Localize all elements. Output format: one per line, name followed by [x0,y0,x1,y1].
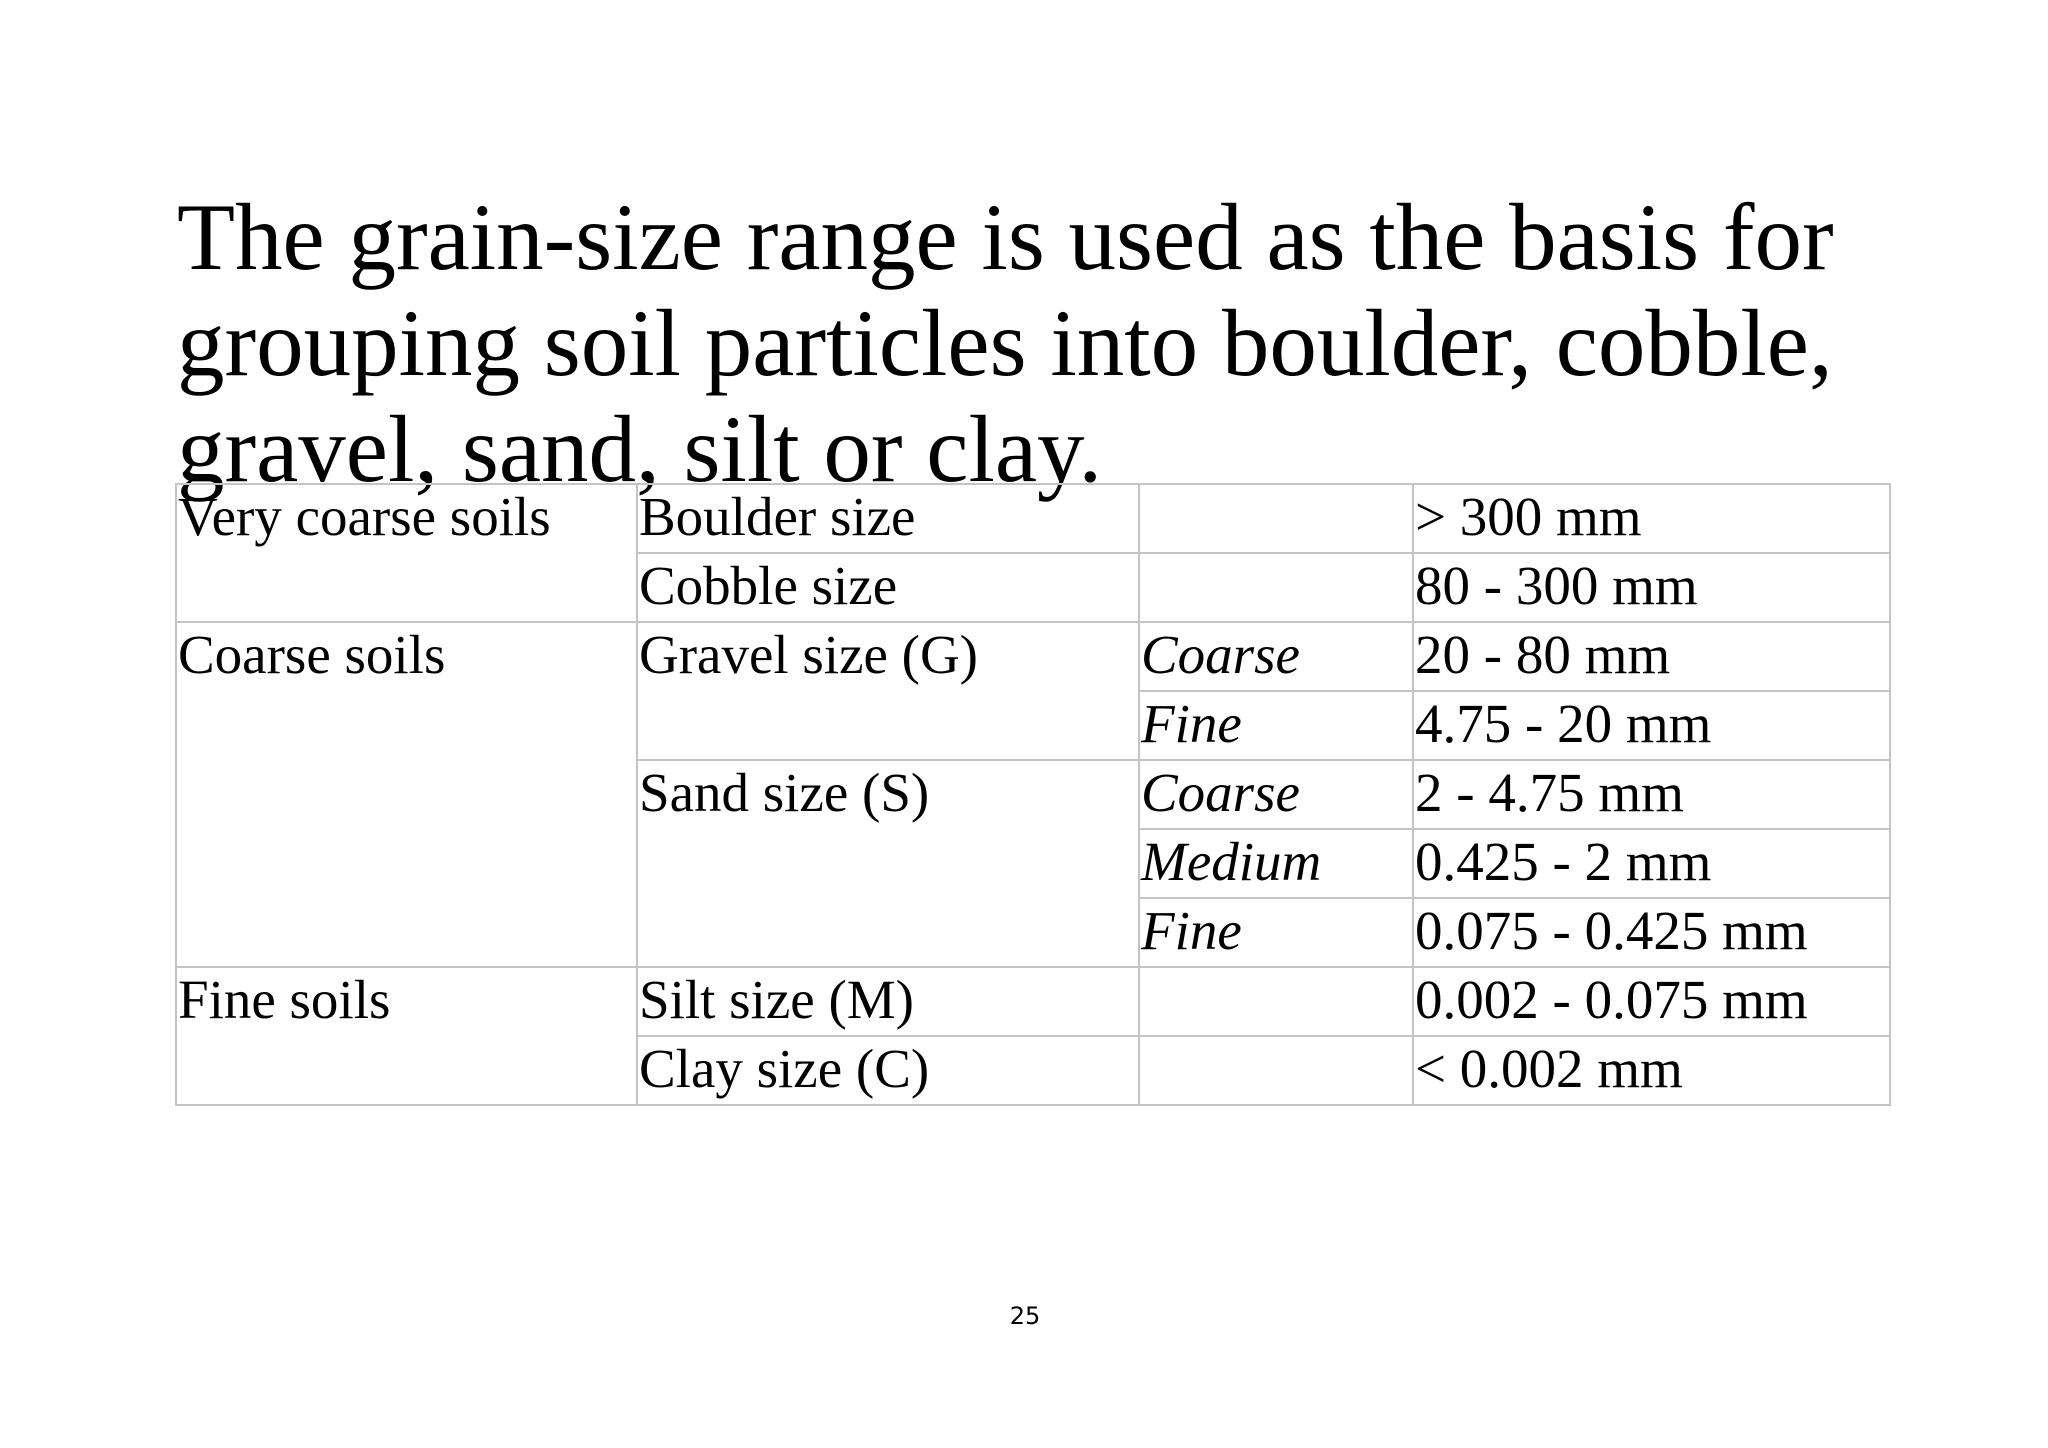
subdivision-cell [1139,553,1413,622]
soil-group-cell: Very coarse soils [176,484,637,622]
size-range-cell: > 300 mm [1413,484,1890,553]
size-range-cell: 0.002 - 0.075 mm [1413,967,1890,1036]
table-row [176,622,1890,691]
page-number: 25 [1009,1302,1041,1330]
heading-line: grouping soil particles into boulder, cobble, [177,290,1833,396]
size-range-cell: 4.75 - 20 mm [1413,691,1890,760]
fraction-cell: Silt size (M) [637,967,1139,1036]
size-range-cell: 20 - 80 mm [1413,622,1890,691]
subdivision-cell [1139,484,1413,553]
fraction-cell: Clay size (C) [637,1036,1139,1105]
subdivision-cell [1139,967,1413,1036]
size-range-cell: 2 - 4.75 mm [1413,760,1890,829]
heading-line: gravel, sand, silt or clay. [177,396,1103,502]
grain-size-table [175,483,1891,1106]
soil-group-cell: Fine soils [176,967,637,1105]
subdivision-cell: Medium [1139,829,1413,898]
fraction-cell: Boulder size [637,484,1139,553]
subdivision-cell [1139,1036,1413,1105]
soil-group-cell: Coarse soils [176,622,637,967]
size-range-cell: 0.075 - 0.425 mm [1413,898,1890,967]
page-heading [177,184,1877,502]
size-range-cell: 0.425 - 2 mm [1413,829,1890,898]
subdivision-cell: Coarse [1139,622,1413,691]
table-row [176,484,1890,553]
subdivision-cell: Coarse [1139,760,1413,829]
fraction-cell: Sand size (S) [637,760,1139,967]
size-range-cell: < 0.002 mm [1413,1036,1890,1105]
size-range-cell: 80 - 300 mm [1413,553,1890,622]
subdivision-cell: Fine [1139,898,1413,967]
fraction-cell: Gravel size (G) [637,622,1139,760]
heading-line: The grain-size range is used as the basis for [177,184,1834,290]
subdivision-cell: Fine [1139,691,1413,760]
table-row [176,967,1890,1036]
fraction-cell: Cobble size [637,553,1139,622]
